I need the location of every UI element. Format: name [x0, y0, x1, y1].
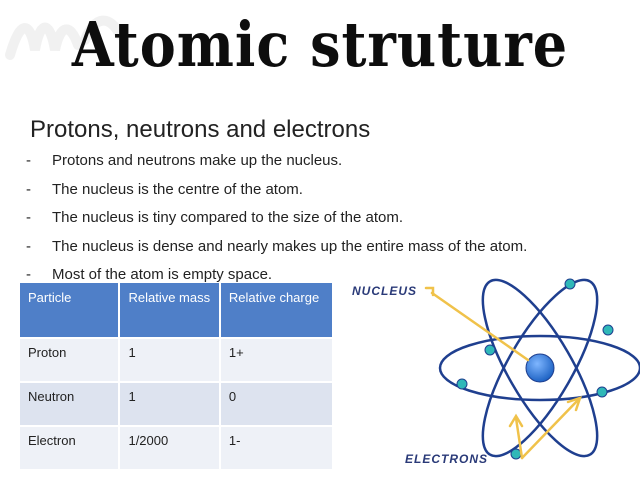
table-header-cell: Relative mass [119, 283, 219, 338]
electron-icon [565, 279, 575, 289]
bullet-item [26, 236, 527, 265]
slide-title: Atomic struture [71, 7, 569, 81]
table-cell: 0 [220, 382, 332, 426]
bullet-text: Most of the atom is empty space. [52, 266, 273, 283]
slide-subtitle: Protons, neutrons and electrons [30, 116, 371, 143]
atom-diagram [340, 268, 640, 483]
table-cell: 1- [220, 426, 332, 469]
table-cell: Electron [20, 426, 119, 469]
electrons-label: ELECTRONS [405, 452, 489, 466]
pointer-arrows [426, 288, 580, 458]
bullet-text: The nucleus is tiny compared to the size of the atom. [52, 209, 404, 226]
table-header-row [20, 283, 332, 338]
bullet-item [26, 179, 527, 208]
bullet-dash: - [26, 209, 31, 226]
table-row [20, 338, 332, 382]
table-row [20, 426, 332, 469]
electron-icon [597, 387, 607, 397]
bullet-text: Protons and neutrons make up the nucleus. [52, 152, 343, 169]
electron-icon [603, 325, 613, 335]
nucleus-arrow-tail [426, 288, 433, 295]
electron-icon [511, 449, 521, 459]
table-cell: Neutron [20, 382, 119, 426]
table-header-cell: Particle [20, 283, 119, 338]
bullet-dash: - [26, 237, 31, 255]
bullet-text: The nucleus is the centre of the atom. [52, 180, 303, 198]
nucleus-arrow [432, 293, 528, 360]
table-cell: 1+ [220, 338, 332, 382]
table-cell: 1 [119, 382, 219, 426]
electron-icon [485, 345, 495, 355]
bullet-text: The nucleus is dense and nearly makes up the entire mass of the atom. [52, 237, 528, 255]
electron-arrow [522, 400, 578, 458]
electron-icon [457, 379, 467, 389]
table-cell: Proton [20, 338, 119, 382]
nucleus-label: NUCLEUS [352, 284, 418, 298]
table-row [20, 382, 332, 426]
particle-table [20, 283, 332, 469]
bullet-item [26, 207, 527, 236]
table-cell: 1/2000 [119, 426, 219, 469]
bullet-item [26, 150, 527, 179]
table-header-cell: Relative charge [220, 283, 332, 338]
bullet-dash: - [26, 266, 31, 283]
bullet-dash: - [26, 180, 31, 198]
bullet-dash: - [26, 152, 31, 169]
table-cell: 1 [119, 338, 219, 382]
nucleus-icon [526, 354, 554, 382]
